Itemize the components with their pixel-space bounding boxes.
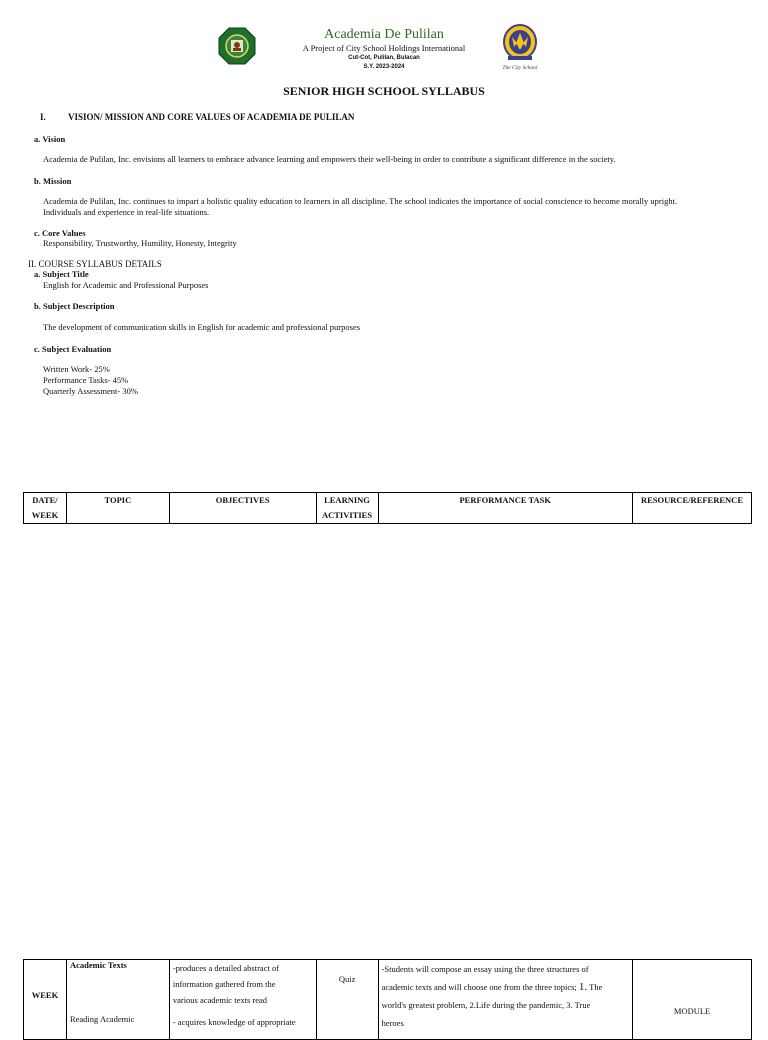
document-title: SENIOR HIGH SCHOOL SYLLABUS xyxy=(283,84,485,98)
evaluation-written-work: Written Work- 25% xyxy=(43,364,110,374)
row-task-line4: heroes xyxy=(381,1018,404,1028)
the-city-school-logo xyxy=(500,23,540,75)
row-objectives-line1: -produces a detailed abstract of xyxy=(172,963,280,973)
header-learning: LEARNING xyxy=(324,495,370,505)
vision-heading: a. Vision xyxy=(34,134,66,144)
core-values-text: Responsibility, Trustworthy, Humility, Honesty, Integrity xyxy=(43,238,237,248)
core-values-heading: c. Core Values xyxy=(34,228,86,238)
evaluation-performance-tasks: Performance Tasks- 45% xyxy=(43,375,129,385)
vision-text: Academia de Pulilan, Inc. envisions all learners to embrace advance learning and empowers their well-being in order to contribute a significant difference in the society. xyxy=(43,154,616,164)
row-task-number: 1. xyxy=(578,981,588,993)
row-topic-cut: Reading Academic xyxy=(69,1014,135,1024)
row-objectives-line2: information gathered from the xyxy=(172,979,276,989)
header-objectives: OBJECTIVES xyxy=(169,493,316,524)
section-1-heading: VISION/ MISSION AND CORE VALUES OF ACADEMIA DE PULILAN xyxy=(68,112,355,122)
subject-description-text: The development of communication skills in English for academic and professional purposes xyxy=(43,322,361,332)
mission-text-line1: Academia de Pulilan, Inc. continues to impart a holistic quality education to learners in all discipline. The school indicates the importance of social conscience to become morally upright. xyxy=(43,196,678,206)
row-objectives-cut: - acquires knowledge of appropriate xyxy=(172,1017,296,1027)
row-objectives xyxy=(169,960,316,1040)
header-activities: ACTIVITIES xyxy=(321,510,373,520)
row-topic xyxy=(66,960,169,1040)
subject-evaluation-heading: c. Subject Evaluation xyxy=(34,344,112,354)
syllabus-header-table xyxy=(23,492,752,524)
header-date-week xyxy=(24,493,67,524)
row-learning-activity: Quiz xyxy=(316,960,378,1040)
mission-text-line2: Individuals and experience in real-life situations. xyxy=(43,207,210,217)
row-objectives-line3: various academic texts read xyxy=(172,995,268,1005)
header-learning-activities xyxy=(316,493,378,524)
header-performance-task: PERFORMANCE TASK xyxy=(378,493,632,524)
school-address: Cut-Cot, Pulilan, Bulacan xyxy=(348,55,420,61)
subject-title-heading: a. Subject Title xyxy=(34,269,89,279)
syllabus-header-row xyxy=(24,493,752,524)
mission-heading: b. Mission xyxy=(34,176,72,186)
subject-title-text: English for Academic and Professional Purposes xyxy=(43,280,209,290)
row-task-line1: -Students will compose an essay using the three structures of xyxy=(381,964,589,974)
row-topic-title: Academic Texts xyxy=(69,960,127,970)
subject-description-heading: b. Subject Description xyxy=(34,301,115,311)
header-topic: TOPIC xyxy=(66,493,169,524)
evaluation-quarterly-assessment: Quarterly Assessment- 30% xyxy=(43,386,138,396)
row-resource: MODULE xyxy=(633,960,752,1040)
school-year: S.Y. 2023-2024 xyxy=(363,64,405,70)
right-logo-caption: The City School xyxy=(502,65,538,71)
row-week: WEEK xyxy=(24,960,67,1040)
school-name: Academia De Pulilan xyxy=(324,27,444,42)
header-resource-reference: RESOURCE/REFERENCE xyxy=(632,493,751,524)
row-task-line2 xyxy=(382,978,630,996)
row-task-line2a: academic texts and will choose one from the three topics; xyxy=(381,982,577,992)
row-performance-task xyxy=(378,960,633,1040)
row-task-line3: world's greatest problem, 2.Life during the pandemic, 3. True xyxy=(381,1000,591,1010)
row-task-line2b: The xyxy=(589,982,603,992)
syllabus-content-table xyxy=(23,959,752,1040)
school-subtitle: A Project of City School Holdings International xyxy=(302,43,466,53)
header-date: DATE/ xyxy=(32,495,58,505)
section-2-heading: II. COURSE SYLLABUS DETAILS xyxy=(28,259,162,269)
table-row xyxy=(24,960,752,1040)
section-1-numeral: I. xyxy=(40,112,46,122)
header-week: WEEK xyxy=(31,510,59,520)
